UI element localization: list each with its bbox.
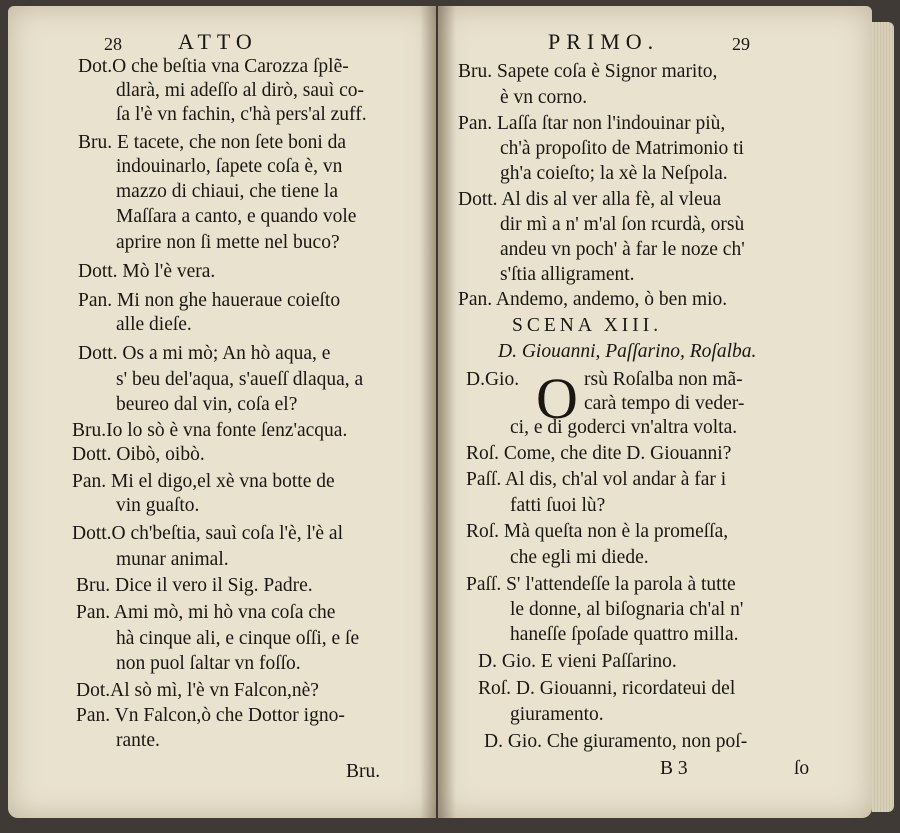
text-line: D. Gio. E vieni Paſſarino.: [478, 651, 677, 672]
text-line: beureo dal vin, coſa el?: [116, 394, 298, 415]
right-running-head: PRIMO.: [548, 29, 660, 54]
text-line: Pan. Mi non ghe haueraue coieſto: [78, 290, 341, 311]
text-line: fatti ſuoi lù?: [510, 495, 606, 516]
text-line: Dott. Os a mi mò; An hò aqua, e: [78, 343, 331, 364]
text-line: Dott. Al dis al ver alla fè, al vleua: [458, 189, 722, 210]
text-line: giuramento.: [510, 704, 604, 725]
text-line: Dott. Oibò, oibò.: [72, 444, 205, 465]
text-line: non puol ſaltar vn foſſo.: [116, 653, 301, 674]
text-line: haneſſe ſpoſade quattro milla.: [510, 624, 739, 645]
page-edges: [872, 22, 894, 812]
text-line: hà cinque ali, e cinque oſſi, e ſe: [116, 628, 360, 649]
text-line: le donne, al biſognaria ch'al n': [510, 599, 744, 620]
signature-mark: B 3: [660, 758, 688, 779]
text-line: munar animal.: [116, 549, 229, 570]
text-line: è vn corno.: [500, 87, 588, 108]
text-line: D. Gio. Che giuramento, non poſ-: [484, 731, 748, 752]
text-line: rante.: [116, 730, 160, 751]
text-line: Paſſ. S' l'attendeſſe la parola à tutte: [466, 574, 736, 595]
text-line: mazzo di chiaui, che tiene la: [116, 181, 338, 202]
text-line: Pan. Vn Falcon,ò che Dottor igno-: [76, 705, 345, 726]
speaker-label: D.Gio.: [466, 369, 520, 390]
text-line: Paſſ. Al dis, ch'al vol andar à far i: [466, 469, 727, 490]
text-line: Dot.Al sò mì, l'è vn Falcon,nè?: [76, 680, 319, 701]
text-line: Pan. Andemo, andemo, ò ben mio.: [458, 289, 728, 310]
text-line: Pan. Mi el digo,el xè vna botte de: [72, 471, 335, 492]
right-page-number: 29: [732, 34, 750, 54]
text-line: s' beu del'aqua, s'aueſſ dlaqua, a: [116, 369, 364, 390]
book-gutter: [420, 6, 456, 818]
left-running-head: ATTO: [178, 29, 258, 54]
text-line: ci, e di goderci vn'altra volta.: [510, 417, 738, 438]
text-line: carà tempo di veder-: [584, 393, 745, 414]
left-catchword: Bru.: [346, 761, 381, 782]
text-line: Bru.Io lo sò è vna fonte ſenz'acqua.: [72, 420, 348, 441]
text-line: rsù Roſalba non mã-: [584, 369, 743, 390]
text-line: che egli mi diede.: [510, 547, 649, 568]
text-line: gh'a coieſto; la xè la Neſpola.: [500, 163, 728, 184]
text-line: Bru. Dice il vero il Sig. Padre.: [76, 575, 313, 596]
text-line: Roſ. Mà queſta non è la promeſſa,: [466, 521, 729, 542]
text-line: ch'à propoſito de Matrimonio ti: [500, 138, 744, 159]
text-line: Dott. Mò l'è vera.: [78, 261, 216, 282]
text-line: Dot.O che beſtia vna Carozza ſplẽ-: [78, 56, 349, 77]
text-line: aprire non ſi mette nel buco?: [116, 232, 340, 253]
left-page-number: 28: [104, 34, 122, 54]
text-line: s'ſtia alligrament.: [500, 264, 635, 285]
right-catchword: ſo: [794, 758, 810, 779]
text-line: Bru. Sapete coſa è Signor marito,: [458, 61, 718, 82]
text-line: alle dieſe.: [116, 314, 192, 335]
text-line: vin guaſto.: [116, 495, 200, 516]
text-line: Bru. E tacete, che non ſete boni da: [78, 132, 347, 153]
drop-cap: O: [536, 366, 578, 431]
text-line: indouinarlo, ſapete coſa è, vn: [116, 156, 343, 177]
text-line: Roſ. D. Giouanni, ricordateui del: [478, 678, 736, 699]
text-line: ſa l'è vn fachin, c'hà pers'al zuff.: [116, 104, 367, 125]
text-line: Pan. Laſſa ſtar non l'indouinar più,: [458, 113, 726, 134]
text-line: Maſſara a canto, e quando vole: [116, 206, 357, 227]
text-line: Pan. Ami mò, mi hò vna coſa che: [76, 602, 336, 623]
character-list: D. Giouanni, Paſſarino, Roſalba.: [498, 341, 757, 362]
scene-title: SCENA XIII.: [512, 315, 663, 336]
text-line: dir mì a n' m'al ſon rcurdà, orsù: [500, 214, 745, 235]
text-line: andeu vn poch' à far le noze ch': [500, 239, 745, 260]
text-line: dlarà, mi adeſſo al dirò, sauì co-: [116, 80, 364, 101]
text-line: Roſ. Come, che dite D. Giouanni?: [466, 443, 732, 464]
text-line: Dott.O ch'beſtia, sauì coſa l'è, l'è al: [72, 523, 343, 544]
